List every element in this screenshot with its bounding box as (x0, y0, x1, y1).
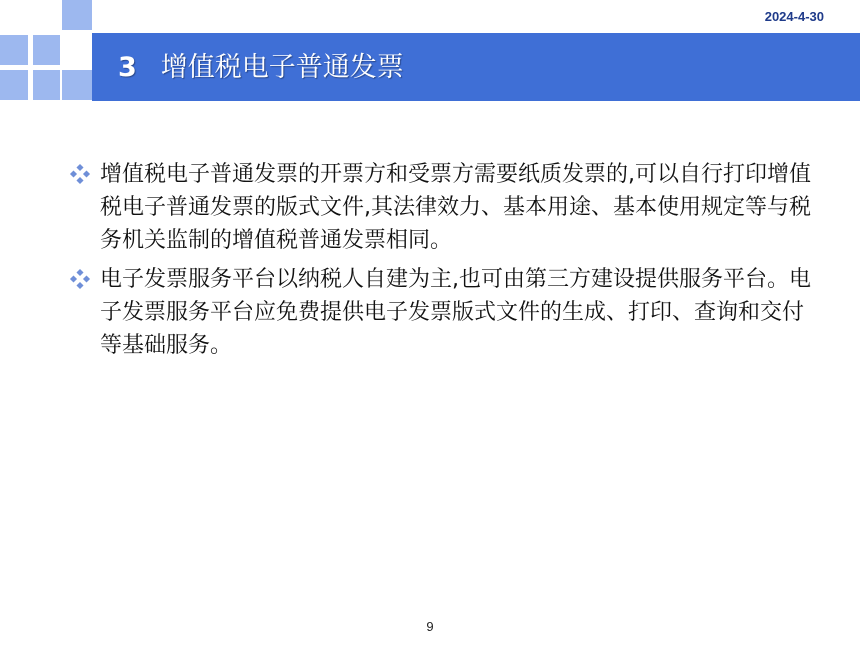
decor-square (0, 70, 28, 100)
slide-date: 2024-4-30 (764, 9, 824, 24)
bullet-text: 增值税电子普通发票的开票方和受票方需要纸质发票的,可以自行打印增值税电子普通发票的版式文件,其法律效力、基本用途、基本使用规定等与税务机关监制的增值税普通发票相同。 (100, 162, 811, 253)
section-number: 3 (118, 52, 137, 83)
list-item (68, 158, 828, 257)
header-top-strip (92, 0, 860, 33)
bullet-list (68, 158, 828, 368)
decor-square (33, 35, 60, 65)
decor-square (0, 35, 28, 65)
decor-square (62, 70, 92, 100)
decor-square (62, 0, 92, 30)
page-number: 9 (426, 619, 434, 634)
diamond-bullet-icon (68, 267, 92, 291)
decor-square (33, 70, 60, 100)
bullet-text: 电子发票服务平台以纳税人自建为主,也可由第三方建设提供服务平台。电子发票服务平台应免费提供电子发票版式文件的生成、打印、查询和交付等基础服务。 (100, 267, 811, 358)
page-title (118, 46, 404, 90)
list-item (68, 263, 828, 362)
diamond-bullet-icon (68, 162, 92, 186)
title-label: 增值税电子普通发票 (160, 52, 404, 83)
